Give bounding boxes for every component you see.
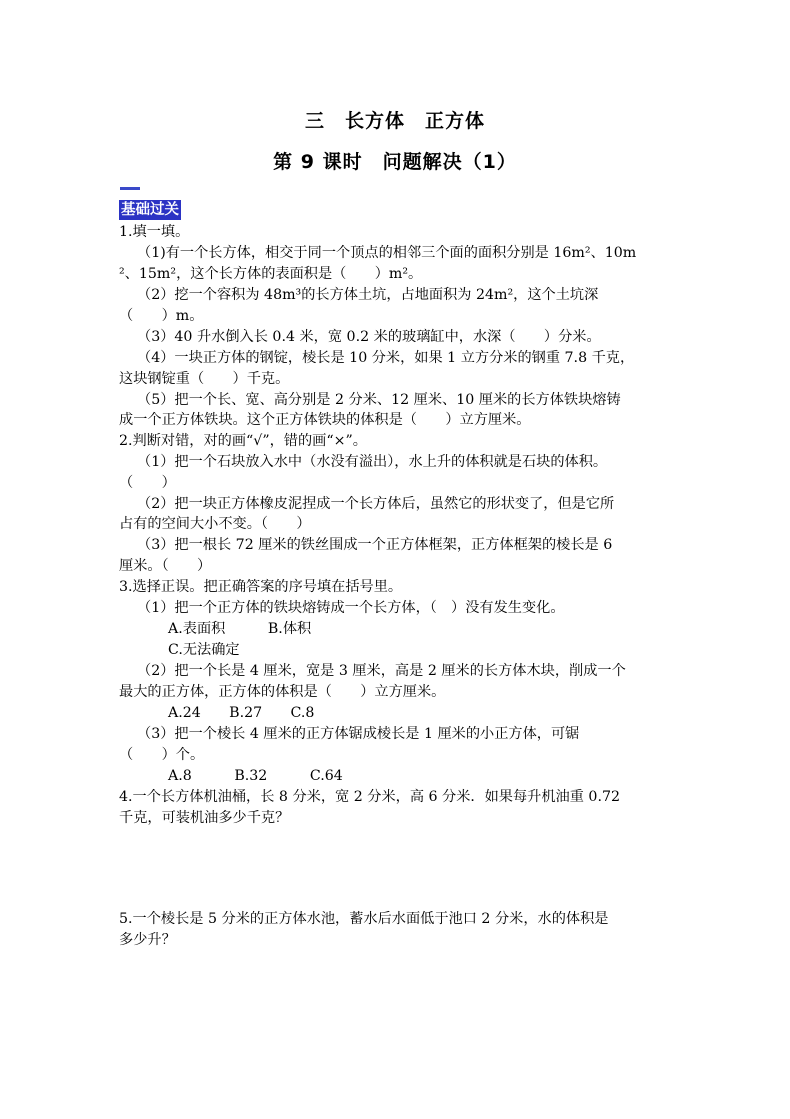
question-4-line-1: 4.一个长方体机油桶，长 8 分米，宽 2 分米，高 6 分米．如果每升机油重 0.72 [119, 789, 621, 805]
q2-item-3-line-1: （3）把一根长 72 厘米的铁丝围成一个正方体框架，正方体框架的棱长是 6 [137, 537, 613, 553]
q1-item-1-line-1: （1)有一个长方体，相交于同一个顶点的相邻三个面的面积分别是 16m²、10m [137, 245, 637, 261]
q3-item-2-line-2: 最大的正方体，正方体的体积是（ ）立方厘米。 [119, 684, 446, 700]
q3-item-1: （1）把一个正方体的铁块熔铸成一个长方体，（ ）没有发生变化。 [137, 600, 565, 616]
q1-item-2-line-1: （2）挖一个容积为 48m³的长方体土坑，占地面积为 24m²，这个土坑深 [137, 287, 599, 303]
q1-item-5-line-1: （5）把一个长、宽、高分别是 2 分米、12 厘米、10 厘米的长方体铁块熔铸 [137, 392, 621, 408]
q3-item-1-options-row-1: A.表面积 B.体积 [168, 621, 312, 637]
q2-item-3-line-2: 厘米。（ ） [119, 558, 212, 574]
q3-item-2-options: A.24 B.27 C.8 [168, 705, 315, 721]
q3-item-1-options-row-2: C.无法确定 [168, 642, 240, 658]
q2-item-1-line-1: （1）把一个石块放入水中（水没有溢出），水上升的体积就是石块的体积。 [137, 454, 608, 470]
q2-item-2-line-1: （2）把一块正方体橡皮泥捏成一个长方体后，虽然它的形状变了，但是它所 [137, 496, 615, 512]
lesson-subtitle: 第 9 课时 问题解决（1） [273, 151, 517, 173]
question-5-line-2: 多少升？ [119, 932, 176, 948]
question-1-heading: 1.填一填。 [119, 224, 190, 240]
question-4-line-2: 千克，可装机油多少千克？ [119, 810, 290, 826]
q1-item-1-line-2: ²、15m²，这个长方体的表面积是（ ）m²。 [119, 266, 423, 282]
q1-item-3: （3）40 升水倒入长 0.4 米，宽 0.2 米的玻璃缸中，水深（ ）分米。 [137, 329, 601, 345]
section-label: 基础过关 [121, 202, 179, 218]
q3-item-3-line-1: （3）把一个棱长 4 厘米的正方体锯成棱长是 1 厘米的小正方体，可锯 [137, 726, 580, 742]
q2-item-2-line-2: 占有的空间大小不变。（ ） [119, 516, 311, 532]
decorative-mark [120, 187, 140, 190]
q1-item-4-line-1: （4）一块正方体的钢锭，棱长是 10 分米，如果 1 立方分米的钢重 7.8 千克， [137, 350, 635, 366]
question-5-line-1: 5.一个棱长是 5 分米的正方体水池，蓄水后水面低于池口 2 分米，水的体积是 [119, 911, 609, 927]
q3-item-3-options: A.8 B.32 C.64 [168, 768, 343, 784]
q3-item-3-line-2: （ ）个。 [119, 747, 205, 763]
page-title: 三 长方体 正方体 [304, 110, 485, 132]
q1-item-4-line-2: 这块钢锭重（ ）千克。 [119, 371, 290, 387]
question-2-heading: 2.判断对错，对的画“√”，错的画“×”。 [119, 433, 367, 449]
q1-item-5-line-2: 成一个正方体铁块。这个正方体铁块的体积是（ ）立方厘米。 [119, 412, 531, 428]
q2-item-1-line-2: （ ） [119, 475, 176, 491]
q1-item-2-line-2: （ ）m。 [119, 308, 204, 324]
q3-item-2-line-1: （2）把一个长是 4 厘米，宽是 3 厘米，高是 2 厘米的长方体木块，削成一个 [137, 663, 626, 679]
question-3-heading: 3.选择正误。把正确答案的序号填在括号里。 [119, 579, 403, 595]
